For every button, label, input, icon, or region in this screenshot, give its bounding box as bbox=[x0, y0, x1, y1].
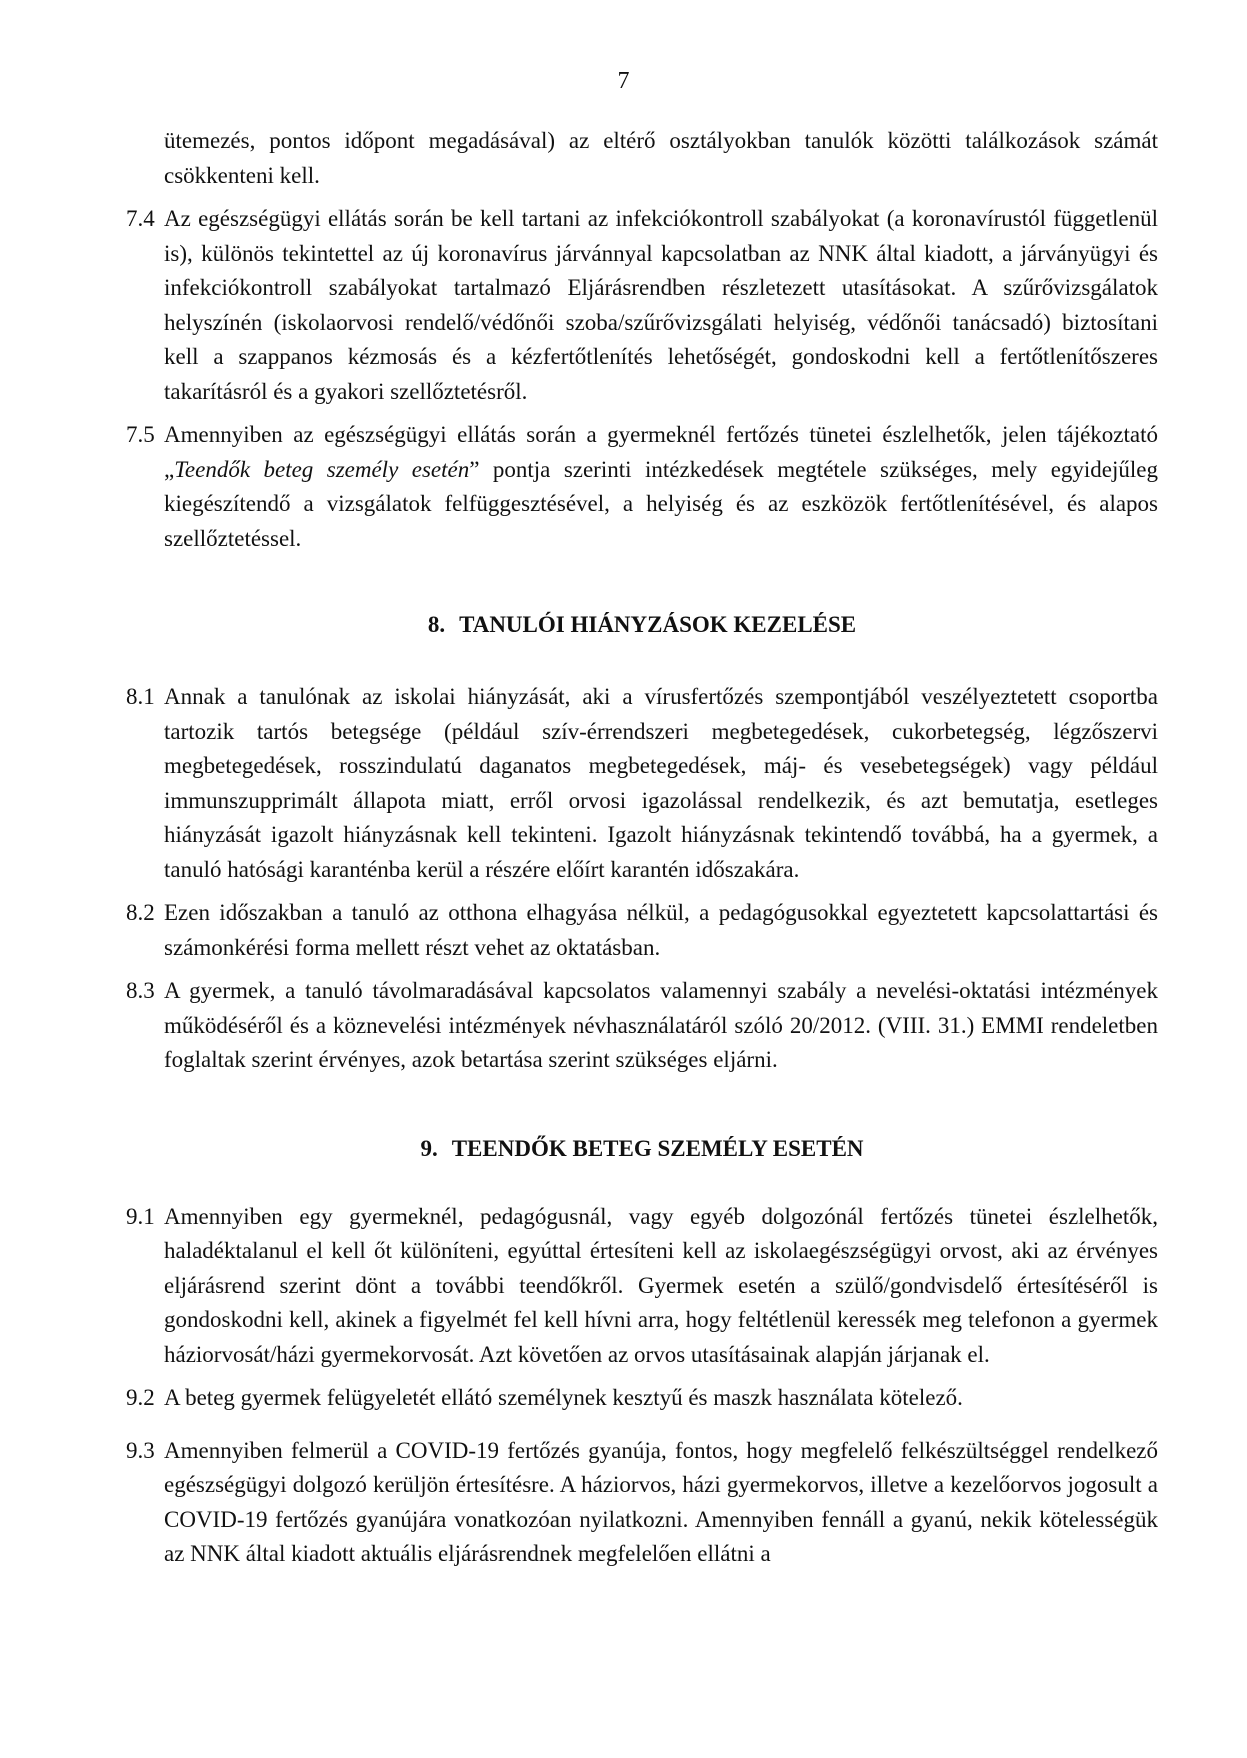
paragraph-text: Amennyiben egy gyermeknél, pedagógusnál, vagy egyéb dolgozónál fertőzés tünetei észlelhetők, haladéktalanul el kell őt különíteni, egyúttal értesíteni kell az iskolaegészségügyi orvost, aki az érvényes eljárásrend szerint dönt a további teendőkről. Gyermek esetén a szülő/gondvisdelő értesítéséről is gondoskodni kell, akinek a figyelmét fel kell hívni arra, hogy feltétlenül keressék meg telefonon a gyermek háziorvosát/házi gyermekorvosát. Azt követően az orvos utasításainak alapján járjanak el. bbox=[164, 1203, 1158, 1367]
document-body bbox=[126, 124, 1158, 1572]
section-heading-9 bbox=[126, 1132, 1158, 1166]
text-before: Amennyiben az egészségügyi ellátás során a gyermeknél fertőzés tünetei észlelhetők, jelen tájékoztató „ bbox=[164, 422, 1158, 482]
text-after: ” pontja szerinti intézkedések megtétele szükséges, mely egyidejűleg kiegészítendő a vizsgálatok felfüggesztésével, a helyiség és az eszközök fertőtlenítésével, és alapos szellőztetéssel. bbox=[164, 456, 1158, 551]
italic-reference: Teendők beteg személy esetén bbox=[174, 456, 470, 482]
item-number: 7.5 bbox=[126, 422, 155, 447]
paragraph-text: Az egészségügyi ellátás során be kell tartani az infekciókontroll szabályokat (a koronavírustól függetlenül is), különös tekintettel az új koronavírus járvánnyal kapcsolatban az NNK által kiadott, a járványügyi és infekciókontroll szabályokat tartalmazó Eljárásrendben részletezett utasításokat. A szűrővizsgálatok helyszínén (iskolaorvosi rendelő/védőnői szoba/szűrővizsgálati helyiség, védőnői tanácsadó) biztosítani kell a szappanos kézmosás és a kézfertőtlenítés lehetőségét, gondoskodni kell a fertőtlenítőszeres takarításról és a gyakori szellőztetésről. bbox=[164, 206, 1158, 404]
paragraph-text bbox=[164, 418, 1158, 556]
intro-paragraph bbox=[126, 124, 1158, 193]
section-number: 8. bbox=[427, 612, 446, 637]
item-number: 9.3 bbox=[126, 1437, 155, 1463]
section-number: 9. bbox=[420, 1135, 438, 1161]
list-item-8-2 bbox=[126, 896, 1158, 965]
list-item-8-1 bbox=[126, 680, 1158, 887]
item-number: 9.1 bbox=[126, 1203, 155, 1229]
paragraph-text: A beteg gyermek felügyeletét ellátó személynek kesztyű és maszk használata kötelező. bbox=[164, 1385, 963, 1410]
list-item-7-4 bbox=[126, 202, 1158, 409]
paragraph-text: ütemezés, pontos időpont megadásával) az eltérő osztályokban tanulók közötti találkozások számát csökkenteni kell. bbox=[164, 128, 1158, 188]
paragraph-text: A gyermek, a tanuló távolmaradásával kapcsolatos valamennyi szabály a nevelési-oktatási intézmények működéséről és a köznevelési intézmények névhasználatáról szóló 20/2012. (VIII. 31.) EMMI rendeletben foglaltak szerint érvényes, azok betartása szerint szükséges eljárni. bbox=[164, 978, 1158, 1072]
list-item-9-1 bbox=[126, 1200, 1158, 1373]
list-item-7-5 bbox=[126, 418, 1158, 556]
section-heading-8 bbox=[126, 608, 1158, 642]
item-number: 7.4 bbox=[126, 206, 155, 231]
paragraph-text: Annak a tanulónak az iskolai hiányzását, aki a vírusfertőzés szempontjából veszélyeztetett csoportba tartozik tartós betegsége (például szív-érrendszeri megbetegedések, cukorbetegség, légzőszervi megbetegedések, rosszindulatú daganatos megbetegedések, máj- és vesebetegségek) vagy például immunszupprimált állapota miatt, erről orvosi igazolással rendelkezik, és azt bemutatja, esetleges hiányzását igazolt hiányzásnak kell tekinteni. Igazolt hiányzásnak tekintendő továbbá, ha a gyermek, a tanuló hatósági karanténba kerül a részére előírt karantén időszakára. bbox=[164, 684, 1158, 882]
item-number: 8.1 bbox=[126, 684, 155, 709]
item-number: 9.2 bbox=[126, 1385, 155, 1410]
item-number: 8.3 bbox=[126, 978, 155, 1003]
page-number: 7 bbox=[617, 68, 630, 94]
section-title: TANULÓI HIÁNYZÁSOK KEZELÉSE bbox=[459, 612, 857, 637]
paragraph-text: Amennyiben felmerül a COVID-19 fertőzés gyanúja, fontos, hogy megfelelő felkészültséggel rendelkező egészségügyi dolgozó kerüljön értesítésre. A háziorvos, házi gyermekorvos, illetve a kezelőorvos jogosult a COVID-19 fertőzés gyanújára vonatkozóan nyilatkozni. Amennyiben fennáll a gyanú, nekik kötelességük az NNK által kiadott aktuális eljárásrendnek megfelelően ellátni a bbox=[164, 1437, 1158, 1566]
paragraph-text: Ezen időszakban a tanuló az otthona elhagyása nélkül, a pedagógusokkal egyeztetett kapcsolattartási és számonkérési forma mellett részt vehet az oktatásban. bbox=[164, 900, 1158, 960]
section-title: TEENDŐK BETEG SZEMÉLY ESETÉN bbox=[451, 1135, 864, 1161]
item-number: 8.2 bbox=[126, 900, 155, 925]
list-item-9-2 bbox=[126, 1381, 1158, 1416]
list-item-9-3 bbox=[126, 1434, 1158, 1572]
list-item-8-3 bbox=[126, 974, 1158, 1078]
